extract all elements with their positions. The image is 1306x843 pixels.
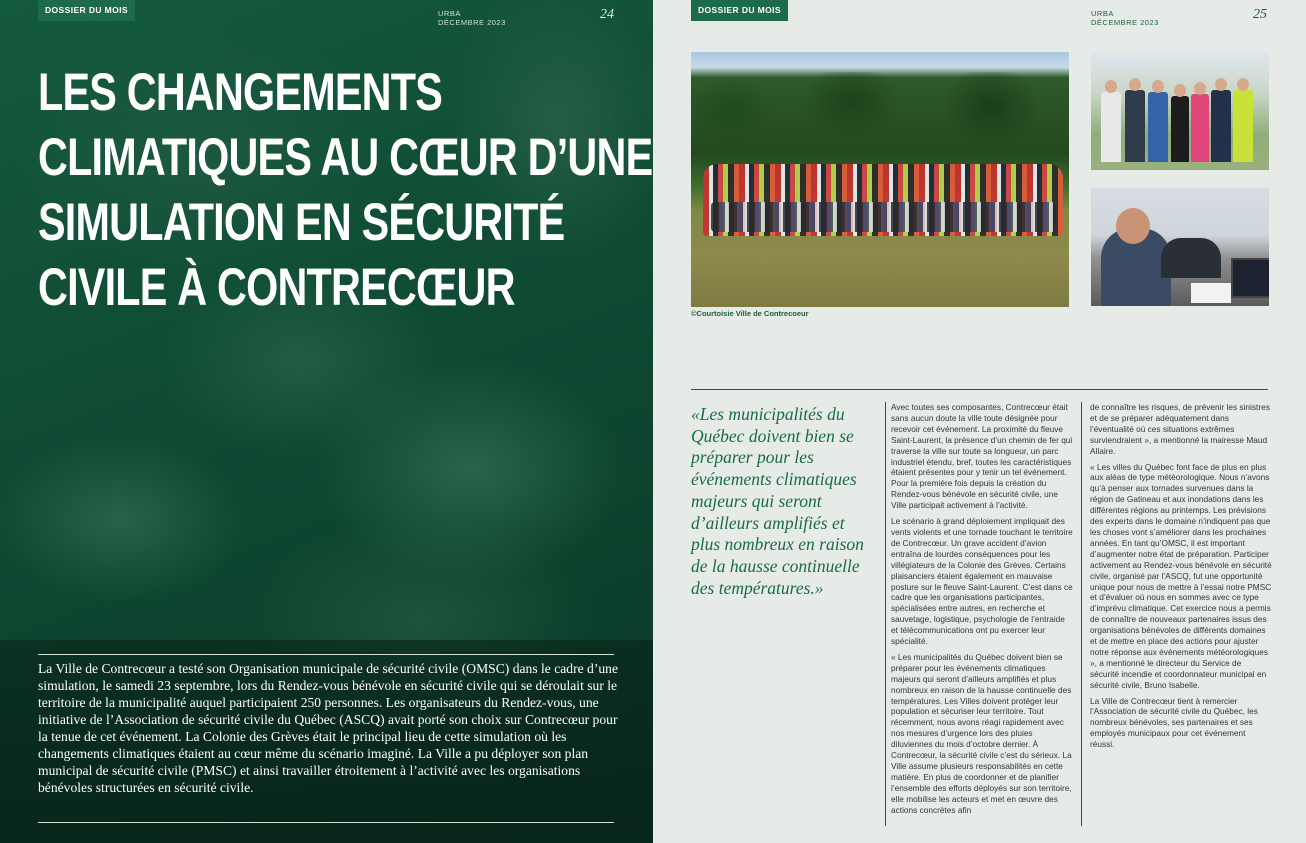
intro-paragraph: La Ville de Contrecœur a testé son Organisation municipale de sécurité civile (OMSC) dans le cadre d’une simulation, le samedi 23 septembre, lors du Rendez-vous bénévole en sécurité civile qui se déroulait sur le territoire de la municipalité auquel participaient 250 personnes. Les organisateurs du Rendez-vous, une initiative de l’Association de sécurité civile du Québec (ASCQ) avait porté son choix sur Contrecœur pour la tenue de cet événement. La Colonie des Grèves était le principal lieu de cette simulation où les changements climatiques étaient au cœur même du scénario imaginé. La Ville a pu déployer son plan municipal de sécurité civile (PMSC) et ainsi travailler étroitement à l’activité avec les organisations bénévoles structurées en sécurité civile. (38, 661, 619, 795)
paragraph: « Les municipalités du Québec doivent bien se préparer pour les événements climatiques majeurs qui seront d’ailleurs amplifiés et plus nombreux en raison de la hausse continuelle des températures. Les Villes doivent protéger leur population et sécuriser leur territoire. Tout récemment, nous avons réagi rapidement avec nos mesures d’urgence lors des pluies diluviennes du mois d’octobre dernier. À Contrecœur, la sécurité civile c’est du sérieux. La Ville assume plusieurs responsabilités en cette matière. En plus de coordonner et de planifier l’ensemble des efforts déployés sur son territoire, elle mobilise les acteurs et met en œuvre des actions concrètes afin (891, 651, 1072, 815)
article-column-2 (1090, 402, 1272, 755)
paragraph: de connaître les risques, de prévenir les sinistres et de se préparer adéquatement dans l’éventualité où ces situations extrêmes surviendraient », a mentionné la mairesse Maud Allaire. (1090, 402, 1270, 456)
paragraph: « Les villes du Québec font face de plus en plus aux aléas de type météorologique. Nous n’avons qu’à penser aux tornades survenues dans la région de Gatineau et aux inondations dans les différentes régions au printemps. Les prévisions des experts dans le domaine n’indiquent pas que les choses vont s’améliorer dans les prochaines années. En tant qu’OMSC, il est important d’augmenter notre état de préparation. Participer activement au Rendez-vous bénévole en sécurité civile, organisé par l’ASCQ, fut une opportunité unique pour nous de mettre à l’essai notre PMSC et d’évaluer où nous en sommes avec ce type d’imprévu climatique. Cet exercice nous a permis de connaître de nouveaux partenaires issus des organisations bénévoles de différents domaines et de mettre en place des actions pour ajuster notre réponse aux événements météorologiques », a mentionné le directeur du Service de sécurité incendie et coordonnateur municipal en sécurité civile, Bruno Isabelle. (1090, 461, 1272, 690)
right-page (653, 0, 1306, 843)
officials-photo (1091, 52, 1269, 170)
column-divider (885, 402, 886, 826)
column-divider (1081, 402, 1082, 826)
command-room-photo (1091, 188, 1269, 306)
paragraph: La Ville de Contrecœur tient à remercier l’Association de sécurité civile du Québec, les nombreux bénévoles, ses partenaires et ses employés municipaux pour cet événement réussi. (1090, 695, 1258, 750)
magazine-name: URBA (1091, 9, 1114, 18)
title-line: CIVILE À CONTRECŒUR (38, 258, 515, 317)
issue-date: DÉCEMBRE 2023 (1091, 18, 1159, 27)
issue-meta (1091, 9, 1159, 27)
divider-top (38, 654, 614, 655)
issue-meta (438, 9, 506, 27)
magazine-name: URBA (438, 9, 461, 18)
title-line: SIMULATION EN SÉCURITÉ (38, 193, 565, 252)
page-number: 25 (1253, 7, 1267, 22)
section-tag: DOSSIER DU MOIS (38, 0, 135, 21)
page-number: 24 (600, 7, 614, 22)
photo-credit: ©Courtoisie Ville de Contrecoeur (691, 309, 809, 318)
group-photo (691, 52, 1069, 307)
paragraph: Le scénario à grand déploiement impliquait des vents violents et une tornade touchant le territoire de Contrecœur. Un grave accident d’avion entraîna de lourdes conséquences pour les villégiateurs de la Colonie des Grèves. Certains plaisanciers étaient également en mauvaise posture sur le fleuve Saint-Laurent. C’est dans ce cadre que les organisations participantes, spécialisées entre autres, en recherche et sauvetage, logistique, psychologie de l’entraide et télécommunications ont pu exercer leur spécialité. (891, 516, 1073, 647)
title-line: CLIMATIQUES AU CŒUR D’UNE (38, 128, 653, 187)
paragraph: Avec toutes ses composantes, Contrecœur était sans aucun doute la ville toute désignée pour recevoir cet événement. La proximité du fleuve Saint-Laurent, la présence d’un chemin de fer qui traverse la ville sur toute sa longueur, un parc industriel étendu, bref, toutes les caractéristiques étaient présentes pour y tenir un tel événement. Pour la première fois depuis la création du Rendez-vous bénévole en sécurité civile, une Ville participait activement à l’activité. (891, 402, 1073, 511)
issue-date: DÉCEMBRE 2023 (438, 18, 506, 27)
section-divider (691, 389, 1268, 390)
article-title (38, 60, 653, 320)
article-column-1 (891, 402, 1073, 821)
title-line: LES CHANGEMENTS (38, 63, 443, 122)
section-tag: DOSSIER DU MOIS (691, 0, 788, 21)
pull-quote: «Les municipalités du Québec doivent bien se préparer pour les événements climatiques majeurs qui seront d’ailleurs amplifiés et plus nombreux en raison de la hausse continuelle des températures.» (691, 404, 864, 598)
divider-bottom (38, 822, 614, 823)
